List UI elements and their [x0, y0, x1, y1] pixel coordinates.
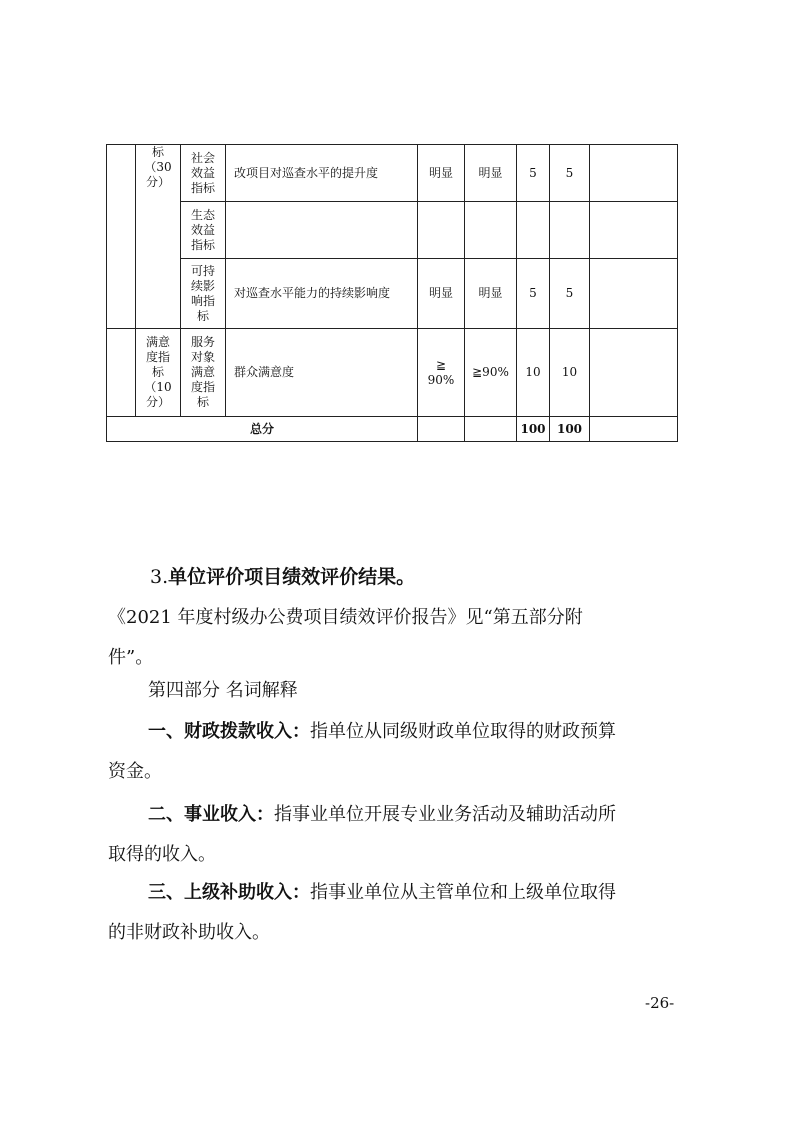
table-row: [107, 329, 678, 417]
paragraph-line: 件”。: [108, 647, 154, 668]
indicator-name-cell: 群众满意度: [226, 329, 418, 417]
level1-indicator-cell: [107, 329, 136, 417]
target-value-cell: 明显: [418, 145, 465, 202]
actual-value-cell: 明显: [465, 259, 517, 329]
target-value-cell: 明显: [418, 259, 465, 329]
note-cell: [590, 417, 678, 442]
section-body-paragraph: [108, 598, 693, 678]
paragraph-line: 的非财政补助收入。: [108, 922, 270, 943]
section-number: 3.: [150, 566, 169, 588]
level3-indicator-cell: 生态 效益 指标: [181, 202, 226, 259]
note-cell: [590, 329, 678, 417]
definition-text: 指单位从同级财政单位取得的财政预算: [310, 721, 616, 742]
level2-indicator-cell: 标 （30 分）: [136, 145, 181, 329]
level1-indicator-cell: [107, 145, 136, 329]
total-weight-cell: 100: [517, 417, 550, 442]
definition-paragraph: [108, 873, 693, 953]
note-cell: [590, 259, 678, 329]
level3-indicator-cell: 可持 续影 响指 标: [181, 259, 226, 329]
actual-value-cell: ≧90%: [465, 329, 517, 417]
weight-cell: 5: [517, 145, 550, 202]
definition-text: 指事业单位开展专业业务活动及辅助活动所: [274, 804, 616, 825]
indicator-name-cell: [226, 202, 418, 259]
score-cell: 5: [550, 259, 590, 329]
definition-paragraph: [108, 795, 693, 875]
table-row: [107, 202, 678, 259]
definition-text: 指事业单位从主管单位和上级单位取得: [310, 882, 616, 903]
section-heading: [150, 562, 415, 589]
part-title: 第四部分 名词解释: [148, 680, 298, 701]
definition-paragraph: [108, 712, 693, 792]
note-cell: [590, 145, 678, 202]
paragraph-line: 资金。: [108, 761, 162, 782]
target-value-cell: [418, 417, 465, 442]
indicator-name-cell: 改项目对巡查水平的提升度: [226, 145, 418, 202]
table-total-row: [107, 417, 678, 442]
score-cell: 5: [550, 145, 590, 202]
actual-value-cell: [465, 417, 517, 442]
score-cell: [550, 202, 590, 259]
level2-indicator-cell: 满意 度指 标 （10 分）: [136, 329, 181, 417]
paragraph-line: [108, 712, 693, 752]
section-title: 单位评价项目绩效评价结果。: [168, 566, 416, 588]
note-cell: [590, 202, 678, 259]
weight-cell: 5: [517, 259, 550, 329]
level3-indicator-cell: 社会 效益 指标: [181, 145, 226, 202]
weight-cell: 10: [517, 329, 550, 417]
weight-cell: [517, 202, 550, 259]
score-cell: 10: [550, 329, 590, 417]
actual-value-cell: 明显: [465, 145, 517, 202]
definition-term: 二、事业收入：: [148, 804, 274, 825]
total-score-cell: 100: [550, 417, 590, 442]
table-row: [107, 259, 678, 329]
page-number: -26-: [645, 994, 675, 1012]
definition-term: 三、上级补助收入：: [148, 882, 310, 903]
paragraph-line: 《2021 年度村级办公费项目绩效评价报告》见“第五部分附: [108, 607, 583, 628]
level3-indicator-cell: 服务 对象 满意 度指 标: [181, 329, 226, 417]
target-value-cell: ≧ 90%: [418, 329, 465, 417]
performance-indicator-table: [106, 144, 678, 442]
paragraph-line: 取得的收入。: [108, 844, 216, 865]
table-row: [107, 145, 678, 202]
total-label-cell: 总分: [107, 417, 418, 442]
indicator-name-cell: 对巡查水平能力的持续影响度: [226, 259, 418, 329]
paragraph-line: [108, 873, 693, 913]
actual-value-cell: [465, 202, 517, 259]
paragraph-line: [108, 795, 693, 835]
definition-term: 一、财政拨款收入：: [148, 721, 310, 742]
target-value-cell: [418, 202, 465, 259]
